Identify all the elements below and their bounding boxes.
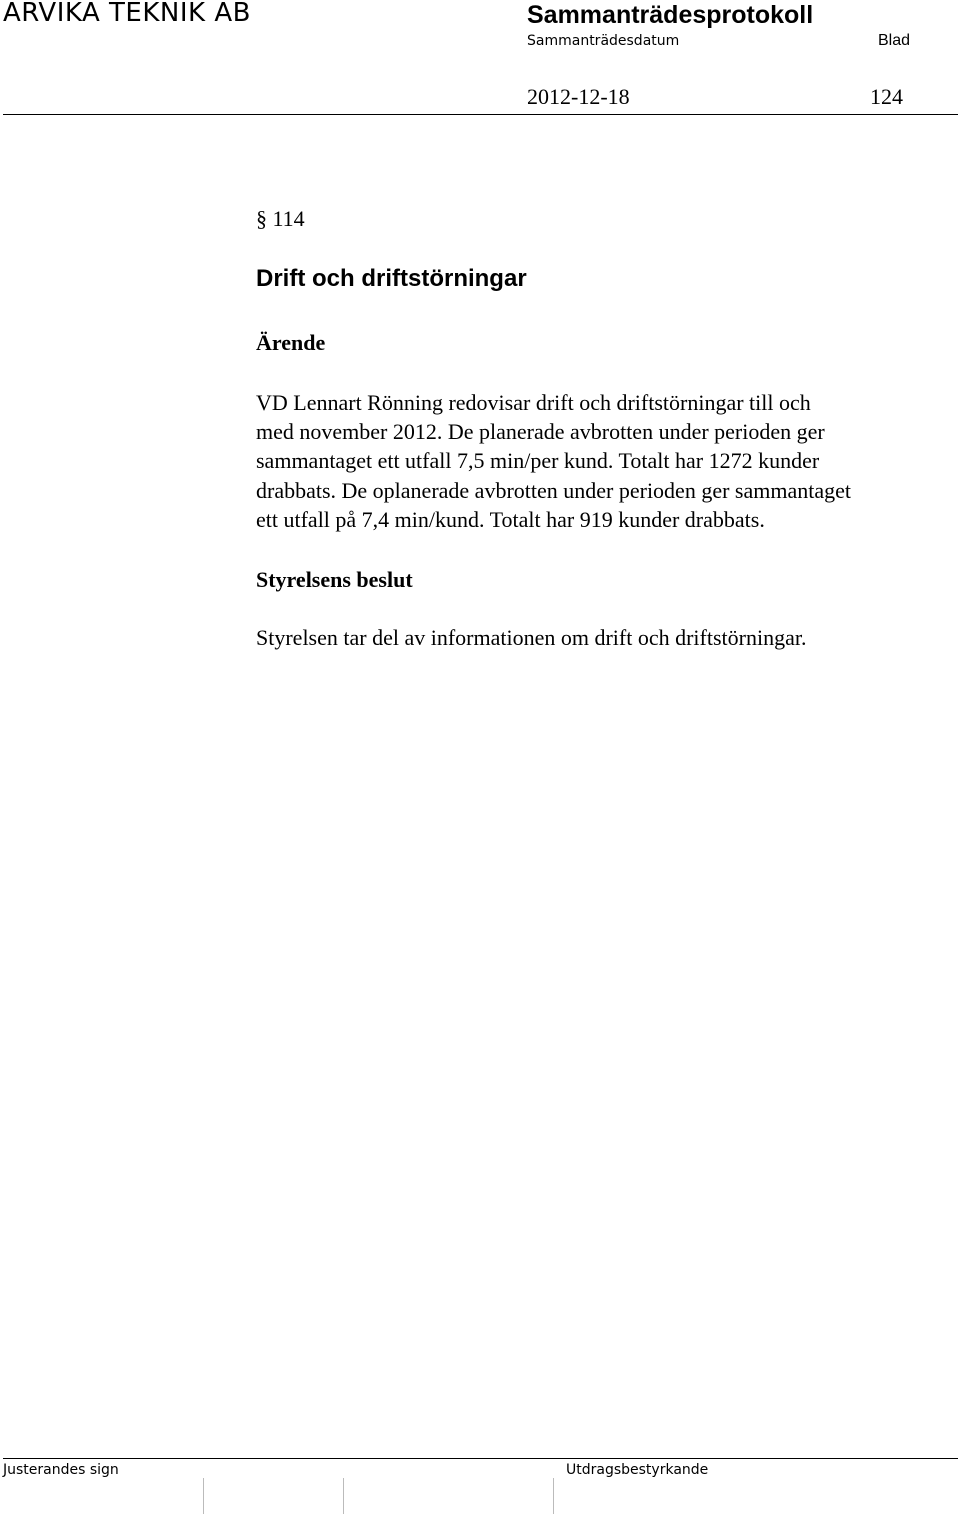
matter-line: drabbats. De oplanerade avbrotten under perioden ger sammantaget [256, 478, 851, 503]
organization-name: ARVIKA TEKNIK AB [3, 0, 251, 28]
extract-certification-label: Utdragsbestyrkande [566, 1462, 709, 1478]
adjuster-signature-label: Justerandes sign [3, 1462, 119, 1478]
header-divider [3, 114, 958, 115]
footer-divider [3, 1458, 958, 1459]
matter-line: med november 2012. De planerade avbrotten under perioden ger [256, 419, 825, 444]
meeting-date-label: Sammanträdesdatum [527, 33, 680, 49]
sheet-number: 124 [870, 84, 903, 109]
section-number: § 114 [256, 206, 305, 231]
matter-heading: Ärende [256, 330, 326, 355]
signature-box-divider [203, 1478, 204, 1514]
sheet-label: Blad [878, 32, 911, 49]
decision-text: Styrelsen tar del av informationen om drift och driftstörningar. [256, 625, 807, 650]
meeting-date: 2012-12-18 [527, 84, 630, 109]
matter-line: ett utfall på 7,4 min/kund. Totalt har 919 kunder drabbats. [256, 507, 765, 532]
document-type-title: Sammanträdesprotokoll [527, 1, 814, 29]
signature-box-divider [343, 1478, 344, 1514]
matter-line: VD Lennart Rönning redovisar drift och driftstörningar till och [256, 390, 811, 415]
signature-box-divider [553, 1478, 554, 1514]
matter-line: sammantaget ett utfall 7,5 min/per kund. Totalt har 1272 kunder [256, 448, 820, 473]
section-title: Drift och driftstörningar [256, 265, 527, 292]
decision-heading: Styrelsens beslut [256, 567, 413, 592]
